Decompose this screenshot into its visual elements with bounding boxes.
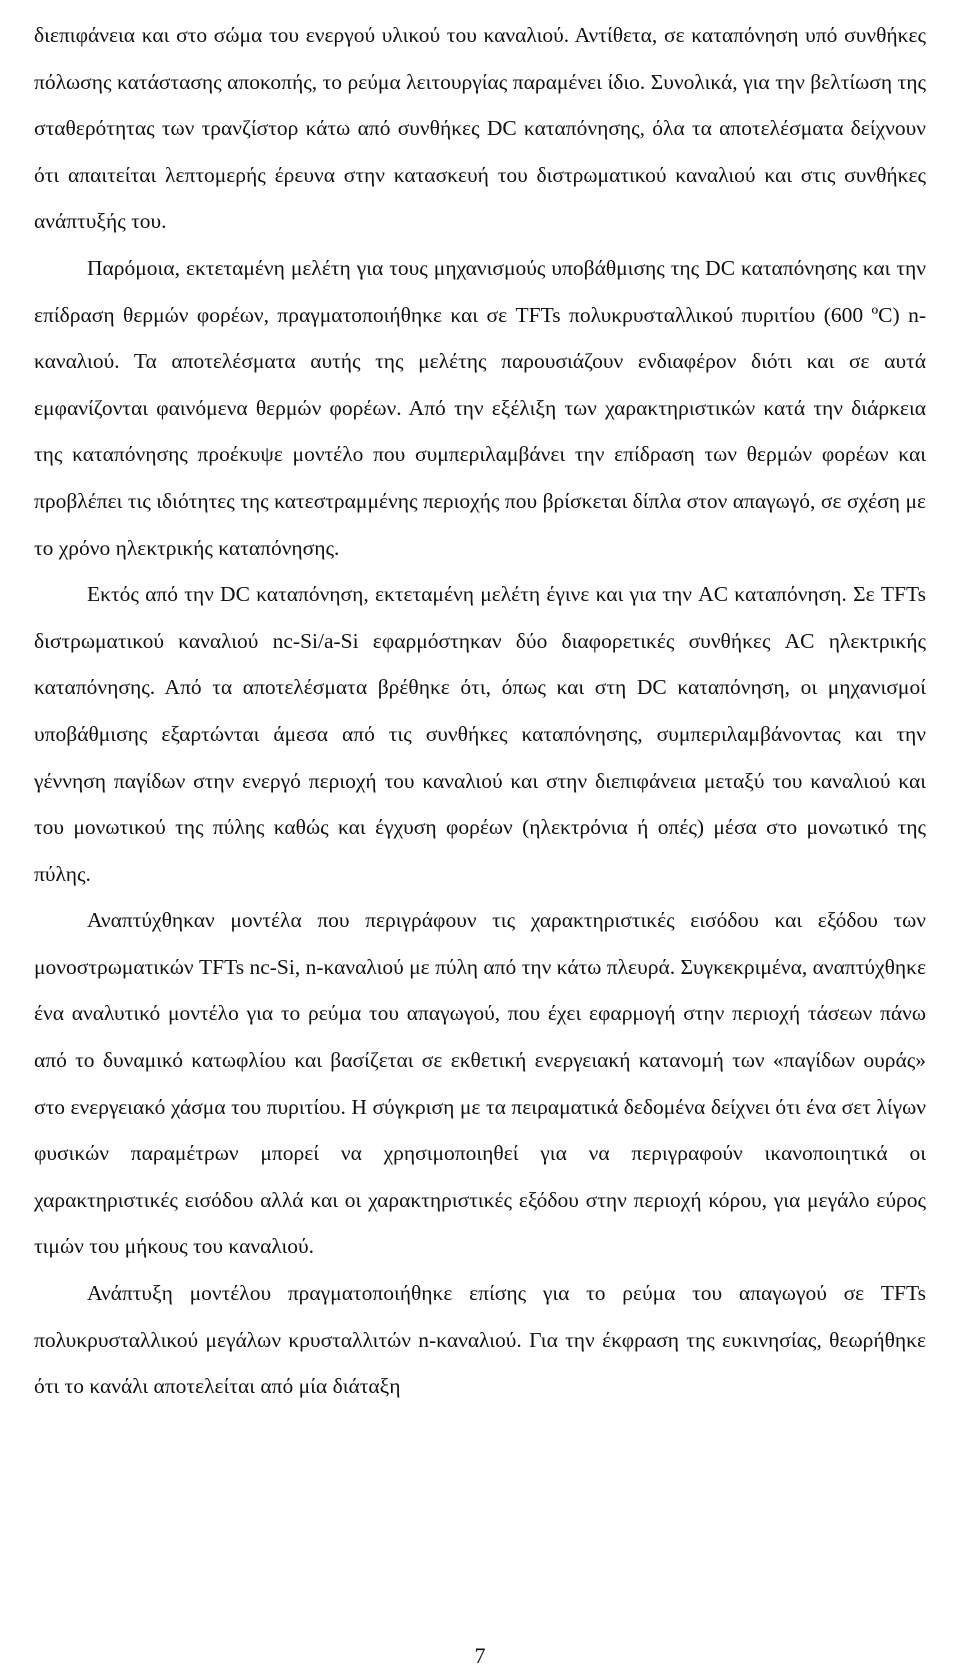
- paragraph-4: Αναπτύχθηκαν μοντέλα που περιγράφουν τις χαρακτηριστικές εισόδου και εξόδου των μονοστρωματικών TFTs nc-Si, n-καναλιού με πύλη από την κάτω πλευρά. Συγκεκριμένα, αναπτύχθηκε ένα αναλυτικό μοντέλο για το ρεύμα του απαγωγού, που έχει εφαρμογή στην περιοχή τάσεων πάνω από το δυναμικό κατωφλίου και βασίζεται σε εκθετική ενεργειακή κατανομή των «παγίδων ουράς» στο ενεργειακό χάσμα του πυριτίου. Η σύγκριση με τα πειραματικά δεδομένα δείχνει ότι ένα σετ λίγων φυσικών παραμέτρων μπορεί να χρησιμοποιηθεί για να περιγραφούν ικανοποιητικά οι χαρακτηριστικές εισόδου αλλά και οι χαρακτηριστικές εξόδου στην περιοχή κόρου, για μεγάλο εύρος τιμών του μήκους του καναλιού.: [34, 908, 926, 1259]
- paragraph-2: Παρόμοια, εκτεταμένη μελέτη για τους μηχανισμούς υποβάθμισης της DC καταπόνησης και την επίδραση θερμών φορέων, πραγματοποιήθηκε και σε TFTs πολυκρυσταλλικού πυριτίου (600 ºC) n-καναλιού. Τα αποτελέσματα αυτής της μελέτης παρουσιάζουν ενδιαφέρον διότι και σε αυτά εμφανίζονται φαινόμενα θερμών φορέων. Από την εξέλιξη των χαρακτηριστικών κατά την διάρκεια της καταπόνησης προέκυψε μοντέλο που συμπεριλαμβάνει την επίδραση των θερμών φορέων και προβλέπει τις ιδιότητες της κατεστραμμένης περιοχής που βρίσκεται δίπλα στον απαγωγό, σε σχέση με το χρόνο ηλεκτρικής καταπόνησης.: [34, 255, 926, 560]
- paragraph-1: διεπιφάνεια και στο σώμα του ενεργού υλικού του καναλιού. Αντίθετα, σε καταπόνηση υπό συνθήκες πόλωσης κατάστασης αποκοπής, το ρεύμα λειτουργίας παραμένει ίδιο. Συνολικά, για την βελτίωση της σταθερότητας των τρανζίστορ κάτω από συνθήκες DC καταπόνησης, όλα τα αποτελέσματα δείχνουν ότι απαιτείται λεπτομερής έρευνα στην κατασκευή του διστρωματικού καναλιού και στις συνθήκες ανάπτυξής του.: [34, 23, 926, 234]
- paragraph-5: Ανάπτυξη μοντέλου πραγματοποιήθηκε επίσης για το ρεύμα του απαγωγού σε TFTs πολυκρυσταλλικού μεγάλων κρυσταλλιτών n-καναλιού. Για την έκφραση της ευκινησίας, θεωρήθηκε ότι το κανάλι αποτελείται από μία διάταξη: [34, 1281, 926, 1399]
- paragraph-3: Εκτός από την DC καταπόνηση, εκτεταμένη μελέτη έγινε και για την AC καταπόνηση. Σε TFTs διστρωματικού καναλιού nc-Si/a-Si εφαρμόστηκαν δύο διαφορετικές συνθήκες AC ηλεκτρικής καταπόνησης. Από τα αποτελέσματα βρέθηκε ότι, όπως και στη DC καταπόνηση, οι μηχανισμοί υποβάθμισης εξαρτώνται άμεσα από τις συνθήκες καταπόνησης, συμπεριλαμβάνοντας και την γέννηση παγίδων στην ενεργό περιοχή του καναλιού και στην διεπιφάνεια μεταξύ του καναλιού και του μονωτικού της πύλης καθώς και έγχυση φορέων (ηλεκτρόνια ή οπές) μέσα στο μονωτικό της πύλης.: [34, 582, 926, 886]
- body-text: [34, 12, 926, 1410]
- page-number: 7: [474, 1643, 486, 1668]
